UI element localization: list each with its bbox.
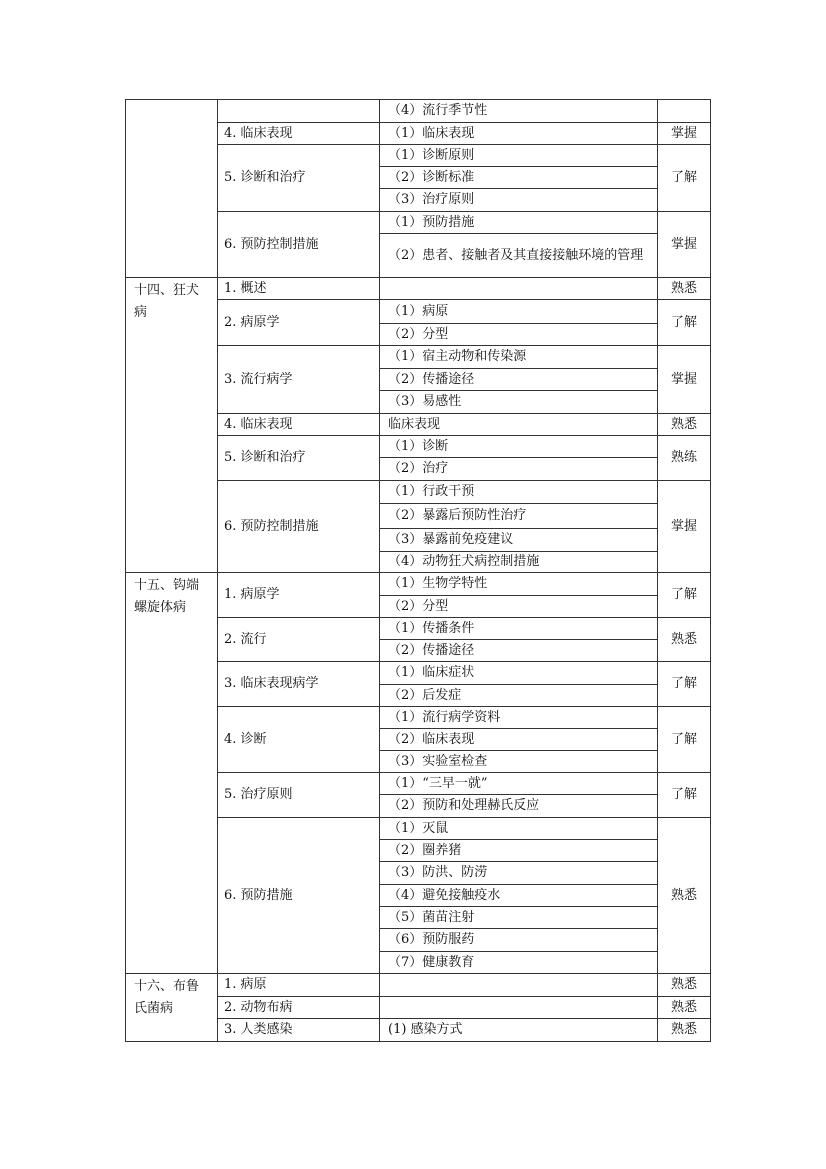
item-cell: （1）诊断原则 (380, 145, 658, 167)
topic-name-cell: 6. 预防措施 (218, 818, 380, 974)
requirement-level-cell: 熟悉 (658, 997, 711, 1019)
item-cell: （1）病原 (380, 300, 658, 324)
item-cell: （2）圈养猪 (380, 840, 658, 862)
item-cell: （1）临床表现 (380, 123, 658, 145)
item-cell: （5）菌苗注射 (380, 907, 658, 929)
topic-name-cell: 1. 病原 (218, 974, 380, 997)
requirement-level-cell: 掌握 (658, 123, 711, 145)
item-cell: （2）后发症 (380, 685, 658, 707)
topic-name-cell: 4. 诊断 (218, 707, 380, 773)
topic-name-cell: 4. 临床表现 (218, 414, 380, 436)
item-cell: （1）生物学特性 (380, 573, 658, 596)
item-cell: (1) 感染方式 (380, 1019, 658, 1042)
requirement-level-cell: 熟悉 (658, 414, 711, 436)
item-cell: （1）“三早一就” (380, 773, 658, 795)
section-title-cell: 十四、狂犬病 (126, 278, 218, 573)
item-cell: （6）预防服药 (380, 929, 658, 952)
requirement-level-cell: 掌握 (658, 481, 711, 573)
requirement-level-cell (658, 100, 711, 123)
requirement-level-cell: 熟悉 (658, 618, 711, 662)
requirement-level-cell: 掌握 (658, 212, 711, 278)
requirement-level-cell: 熟练 (658, 436, 711, 481)
table-row (126, 974, 711, 997)
item-cell: （4）流行季节性 (380, 100, 658, 123)
topic-name-cell: 1. 病原学 (218, 573, 380, 618)
item-cell: （2）临床表现 (380, 729, 658, 751)
item-cell: （2）预防和处理赫氏反应 (380, 795, 658, 818)
topic-name-cell: 5. 诊断和治疗 (218, 436, 380, 481)
item-cell: （1）灭鼠 (380, 818, 658, 840)
item-cell: （3）暴露前免疫建议 (380, 529, 658, 552)
item-cell: （4）避免接触疫水 (380, 885, 658, 907)
item-cell: （3）实验室检查 (380, 751, 658, 773)
syllabus-table (125, 99, 711, 1042)
topic-name-cell: 1. 概述 (218, 278, 380, 300)
item-cell: （2）患者、接触者及其直接接触环境的管理 (380, 234, 658, 278)
item-cell: （1）流行病学资料 (380, 707, 658, 729)
topic-name-cell: 2. 流行 (218, 618, 380, 662)
requirement-level-cell: 了解 (658, 773, 711, 818)
requirement-level-cell: 熟悉 (658, 974, 711, 997)
item-cell: （3）治疗原则 (380, 189, 658, 212)
section-title-cell: 十六、布鲁氏菌病 (126, 974, 218, 1042)
item-cell (380, 974, 658, 997)
item-cell: （1）临床症状 (380, 662, 658, 685)
item-cell: （3）易感性 (380, 391, 658, 414)
item-cell: （2）暴露后预防性治疗 (380, 504, 658, 529)
section-title-cell: 十五、钩端螺旋体病 (126, 573, 218, 974)
item-cell: 临床表现 (380, 414, 658, 436)
item-cell: （1）诊断 (380, 436, 658, 458)
item-cell: （3）防洪、防涝 (380, 862, 658, 885)
section-title-cell (126, 100, 218, 278)
requirement-level-cell: 熟悉 (658, 278, 711, 300)
table-row (126, 100, 711, 123)
item-cell (380, 278, 658, 300)
item-cell: （2）分型 (380, 596, 658, 618)
item-cell: （1）行政干预 (380, 481, 658, 504)
item-cell: （2）传播途径 (380, 640, 658, 662)
item-cell: （1）传播条件 (380, 618, 658, 640)
item-cell: （4）动物狂犬病控制措施 (380, 552, 658, 573)
item-cell: （2）诊断标准 (380, 167, 658, 189)
item-cell: （1）预防措施 (380, 212, 658, 234)
table-row (126, 278, 711, 300)
topic-name-cell: 4. 临床表现 (218, 123, 380, 145)
item-cell (380, 997, 658, 1019)
requirement-level-cell: 了解 (658, 662, 711, 707)
requirement-level-cell: 掌握 (658, 346, 711, 414)
requirement-level-cell: 熟悉 (658, 1019, 711, 1042)
topic-name-cell: 3. 临床表现病学 (218, 662, 380, 707)
topic-name-cell: 2. 动物布病 (218, 997, 380, 1019)
topic-name-cell: 3. 流行病学 (218, 346, 380, 414)
item-cell: （1）宿主动物和传染源 (380, 346, 658, 369)
topic-name-cell: 6. 预防控制措施 (218, 212, 380, 278)
table-row (126, 573, 711, 596)
item-cell: （2）传播途径 (380, 369, 658, 391)
topic-name-cell: 5. 治疗原则 (218, 773, 380, 818)
topic-name-cell: 6. 预防控制措施 (218, 481, 380, 573)
item-cell: （2）分型 (380, 324, 658, 346)
topic-name-cell: 2. 病原学 (218, 300, 380, 346)
requirement-level-cell: 了解 (658, 573, 711, 618)
requirement-level-cell: 了解 (658, 300, 711, 346)
requirement-level-cell: 熟悉 (658, 818, 711, 974)
topic-name-cell (218, 100, 380, 123)
topic-name-cell: 3. 人类感染 (218, 1019, 380, 1042)
topic-name-cell: 5. 诊断和治疗 (218, 145, 380, 212)
requirement-level-cell: 了解 (658, 145, 711, 212)
item-cell: （2）治疗 (380, 458, 658, 481)
item-cell: （7）健康教育 (380, 952, 658, 974)
requirement-level-cell: 了解 (658, 707, 711, 773)
